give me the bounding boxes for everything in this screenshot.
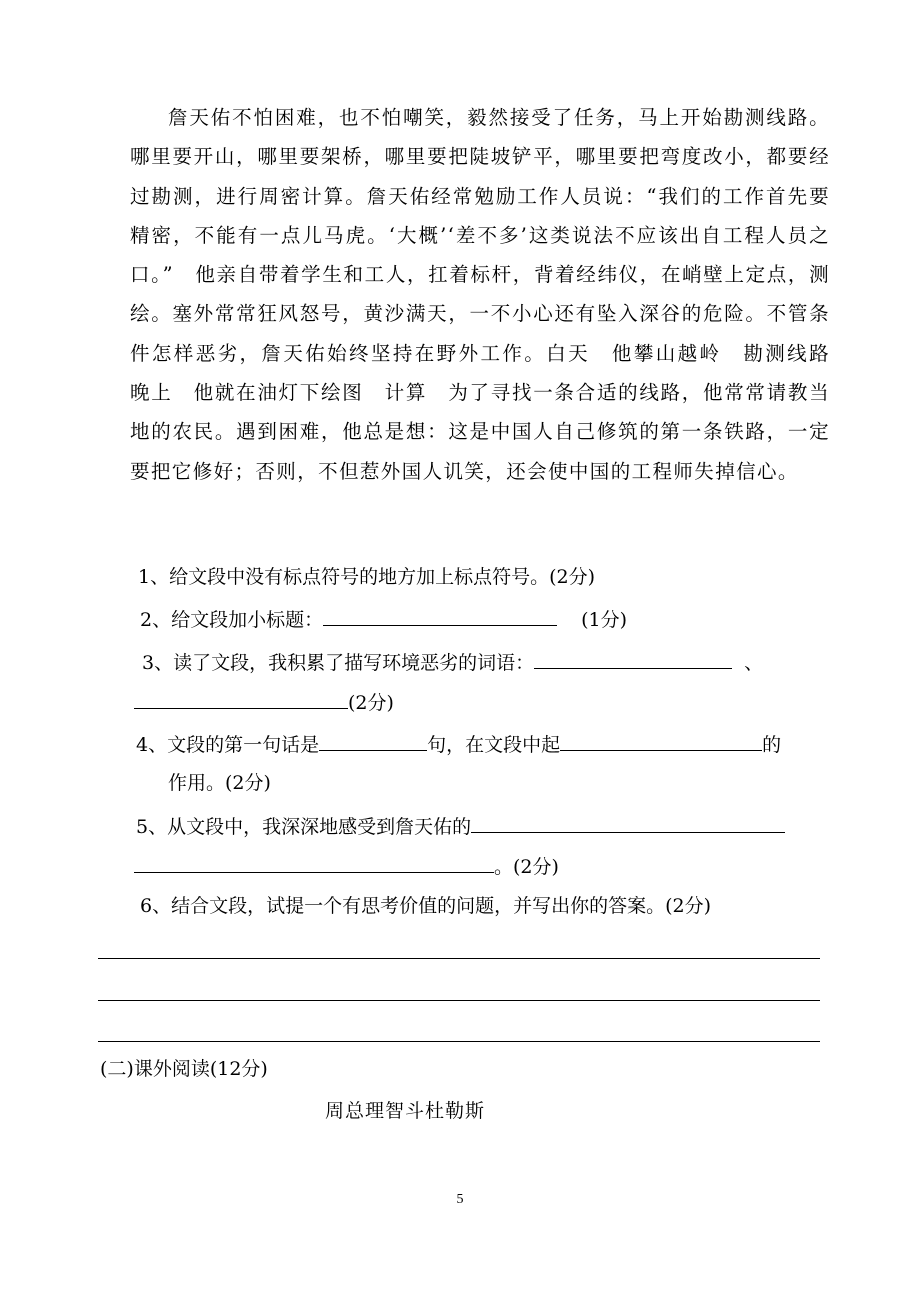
feeling-blank-2[interactable] bbox=[134, 852, 494, 873]
answer-line[interactable] bbox=[98, 1041, 820, 1042]
question-4-prompt: 4、文段的第一句话是 bbox=[136, 734, 320, 756]
question-6-text: 6、结合文段，试提一个有思考价值的问题，并写出你的答案。(2分) bbox=[140, 895, 712, 917]
section-heading: (二)课外阅读(12分) bbox=[100, 1058, 268, 1080]
question-5 bbox=[136, 812, 785, 840]
question-6 bbox=[140, 893, 711, 919]
question-3-score: (2分) bbox=[348, 692, 394, 714]
reading-passage bbox=[130, 98, 851, 491]
function-blank[interactable] bbox=[560, 730, 762, 751]
article-title: 周总理智斗杜勒斯 bbox=[325, 1100, 486, 1122]
question-5-continued bbox=[134, 852, 559, 880]
question-3-prompt: 3、读了文段，我积累了描写环境恶劣的词语： bbox=[142, 652, 535, 674]
question-4 bbox=[136, 730, 781, 758]
question-5-prompt: 5、从文段中，我深深地感受到詹天佑的 bbox=[136, 816, 472, 838]
environment-word-blank-1[interactable] bbox=[534, 648, 732, 669]
environment-word-blank-2[interactable] bbox=[134, 688, 348, 709]
sentence-type-blank[interactable] bbox=[319, 730, 427, 751]
question-4-middle: 句，在文段中起 bbox=[427, 734, 561, 756]
question-4-line2: 作用。(2分) bbox=[168, 772, 271, 794]
question-5-score: 。(2分) bbox=[494, 856, 559, 878]
passage-paragraph: 詹天佑不怕困难，也不怕嘲笑，毅然接受了任务，马上开始勘测线路。哪里要开山，哪里要架桥，哪里要把陡坡铲平，哪里要把弯度改小，都要经过勘测，进行周密计算。詹天佑经常勉励工作人员说：“我们的工作首先要精密，不能有一点儿马虎。‘大概’‘差不多’这类说法不应该出自工程人员之口。” 他亲自带着学生和工人，扛着标杆，背着经纬仪，在峭壁上定点，测绘。塞外常常狂风怒号，黄沙满天，一不小心还有坠入深谷的危险。不管条件怎样恶劣，詹天佑始终坚持在野外工作。白天 他攀山越岭 勘测线路 晚上 他就在油灯下绘图 计算 为了寻找一条合适的线路，他常常请教当地的农民。遇到困难，他总是想：这是中国人自己修筑的第一条铁路，一定要把它修好；否则，不但惹外国人讥笑，还会使中国的工程师失掉信心。 bbox=[130, 106, 851, 483]
subtitle-answer-blank[interactable] bbox=[323, 605, 557, 626]
feeling-blank-1[interactable] bbox=[471, 812, 785, 833]
answer-line[interactable] bbox=[98, 1000, 820, 1001]
question-2-prompt: 2、给文段加小标题： bbox=[140, 609, 324, 631]
question-3-separator: 、 bbox=[744, 652, 764, 674]
question-3 bbox=[142, 648, 763, 676]
question-1-text: 1、给文段中没有标点符号的地方加上标点符号。(2分) bbox=[138, 566, 596, 588]
question-3-continued bbox=[134, 688, 394, 716]
question-4-end: 的 bbox=[762, 734, 782, 756]
question-2 bbox=[140, 605, 627, 633]
question-2-score: (1分) bbox=[581, 609, 628, 631]
question-4-continued bbox=[168, 770, 271, 796]
question-1 bbox=[138, 564, 595, 590]
page-number: 5 bbox=[456, 1192, 464, 1207]
answer-line[interactable] bbox=[98, 958, 820, 959]
